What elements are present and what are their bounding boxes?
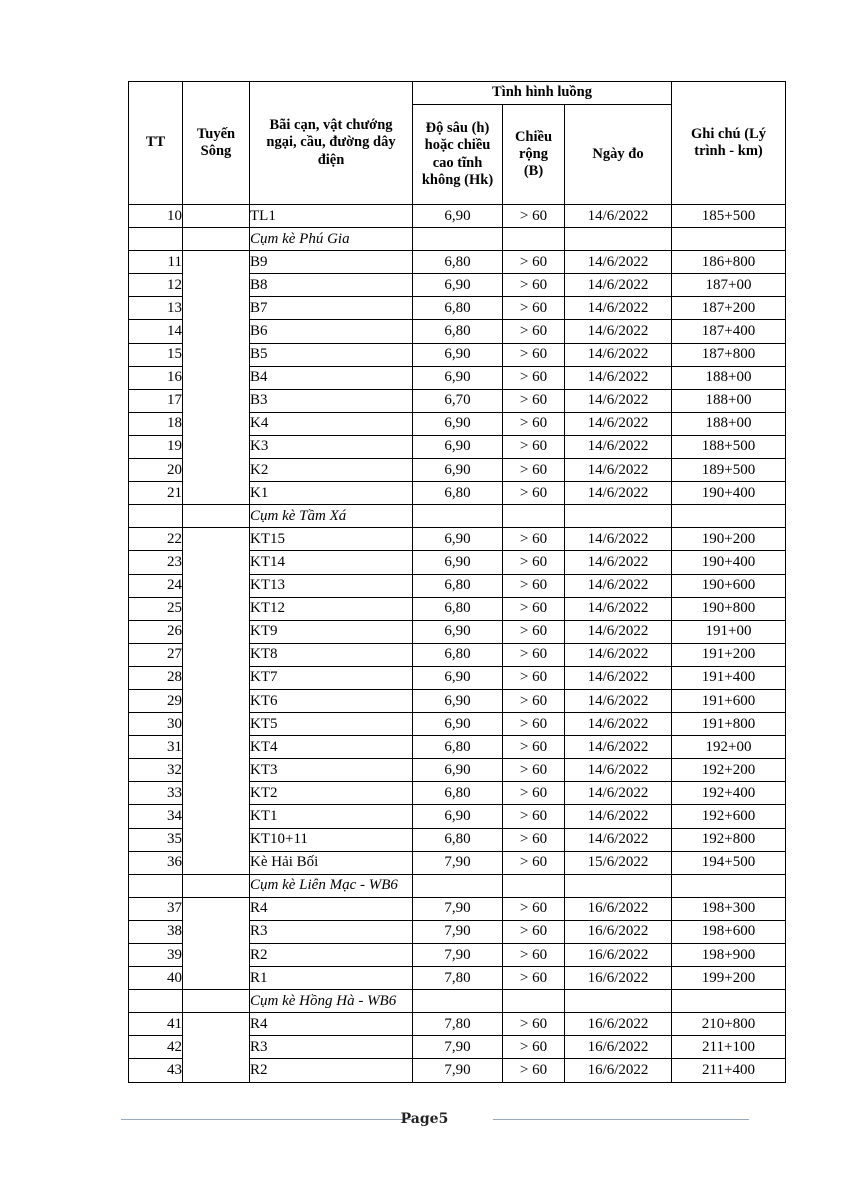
cell-bai-can: B7 xyxy=(250,297,413,320)
cell-ghi-chu: 198+900 xyxy=(672,944,786,967)
cell-tt: 38 xyxy=(129,920,183,943)
cell-ghi-chu: 189+500 xyxy=(672,459,786,482)
cell-chieu-rong: > 60 xyxy=(503,251,565,274)
cell-tt xyxy=(129,505,183,528)
cell-bai-can: KT12 xyxy=(250,597,413,620)
cell-ghi-chu: 192+800 xyxy=(672,828,786,851)
cell-ngay-do xyxy=(565,874,672,897)
cell-ngay-do: 14/6/2022 xyxy=(565,666,672,689)
cell-bai-can: B9 xyxy=(250,251,413,274)
cell-tuyen-song xyxy=(183,205,250,228)
cell-tuyen-song xyxy=(183,1013,250,1082)
cell-ghi-chu: 191+400 xyxy=(672,666,786,689)
cell-tuyen-song xyxy=(183,505,250,528)
cell-tuyen-song xyxy=(183,228,250,251)
cell-do-sau: 6,90 xyxy=(413,759,503,782)
cell-chieu-rong: > 60 xyxy=(503,597,565,620)
cell-bai-can: KT10+11 xyxy=(250,828,413,851)
cell-ngay-do: 14/6/2022 xyxy=(565,205,672,228)
cell-chieu-rong: > 60 xyxy=(503,920,565,943)
cell-chieu-rong: > 60 xyxy=(503,851,565,874)
table-row xyxy=(129,205,786,228)
cell-ghi-chu: 187+200 xyxy=(672,297,786,320)
cell-ngay-do: 14/6/2022 xyxy=(565,643,672,666)
cell-ghi-chu: 188+00 xyxy=(672,366,786,389)
cell-tt: 19 xyxy=(129,435,183,458)
cell-chieu-rong: > 60 xyxy=(503,1013,565,1036)
cell-tuyen-song xyxy=(183,528,250,874)
cell-chieu-rong: > 60 xyxy=(503,1059,565,1082)
cell-chieu-rong: > 60 xyxy=(503,666,565,689)
cell-ghi-chu: 191+00 xyxy=(672,620,786,643)
channel-status-table xyxy=(128,81,786,1083)
cell-ghi-chu: 188+00 xyxy=(672,412,786,435)
cell-do-sau xyxy=(413,228,503,251)
cell-bai-can: TL1 xyxy=(250,205,413,228)
cell-ngay-do xyxy=(565,990,672,1013)
cell-chieu-rong: > 60 xyxy=(503,574,565,597)
cell-bai-can: R4 xyxy=(250,1013,413,1036)
cell-bai-can: B6 xyxy=(250,320,413,343)
cell-tt: 24 xyxy=(129,574,183,597)
cell-do-sau: 6,90 xyxy=(413,805,503,828)
cell-ngay-do: 16/6/2022 xyxy=(565,920,672,943)
cell-ngay-do: 14/6/2022 xyxy=(565,574,672,597)
cell-tt: 29 xyxy=(129,689,183,712)
cell-ngay-do: 14/6/2022 xyxy=(565,435,672,458)
cell-tuyen-song xyxy=(183,874,250,897)
cell-do-sau: 6,80 xyxy=(413,736,503,759)
cell-do-sau: 6,90 xyxy=(413,528,503,551)
cell-ghi-chu: 192+400 xyxy=(672,782,786,805)
cell-do-sau: 7,90 xyxy=(413,851,503,874)
header-ngay-do: Ngày đo xyxy=(565,105,672,205)
cell-ngay-do xyxy=(565,228,672,251)
cell-tuyen-song xyxy=(183,897,250,989)
cell-ghi-chu: 210+800 xyxy=(672,1013,786,1036)
cell-tt: 39 xyxy=(129,944,183,967)
cell-ghi-chu: 187+00 xyxy=(672,274,786,297)
cell-bai-can: R2 xyxy=(250,944,413,967)
cell-ngay-do: 14/6/2022 xyxy=(565,320,672,343)
cell-ghi-chu: 188+00 xyxy=(672,389,786,412)
group-label: Cụm kè Hồng Hà - WB6 xyxy=(250,990,413,1013)
cell-ghi-chu xyxy=(672,228,786,251)
cell-chieu-rong: > 60 xyxy=(503,551,565,574)
cell-ngay-do: 14/6/2022 xyxy=(565,689,672,712)
cell-do-sau: 6,90 xyxy=(413,412,503,435)
cell-ghi-chu: 211+400 xyxy=(672,1059,786,1082)
cell-do-sau: 7,90 xyxy=(413,1059,503,1082)
cell-do-sau: 6,90 xyxy=(413,274,503,297)
group-row xyxy=(129,505,786,528)
cell-do-sau: 6,90 xyxy=(413,343,503,366)
group-label: Cụm kè Liên Mạc - WB6 xyxy=(250,874,413,897)
cell-do-sau xyxy=(413,874,503,897)
cell-ngay-do: 16/6/2022 xyxy=(565,897,672,920)
cell-bai-can: KT7 xyxy=(250,666,413,689)
cell-bai-can: K2 xyxy=(250,459,413,482)
cell-do-sau: 7,80 xyxy=(413,1013,503,1036)
cell-tt xyxy=(129,228,183,251)
cell-bai-can: B8 xyxy=(250,274,413,297)
cell-chieu-rong: > 60 xyxy=(503,528,565,551)
table-row xyxy=(129,1013,786,1036)
cell-do-sau: 7,90 xyxy=(413,1036,503,1059)
cell-ghi-chu: 211+100 xyxy=(672,1036,786,1059)
cell-do-sau: 6,80 xyxy=(413,297,503,320)
header-tuyen-song: Tuyến Sông xyxy=(183,82,250,205)
cell-do-sau: 6,80 xyxy=(413,828,503,851)
cell-bai-can: KT1 xyxy=(250,805,413,828)
header-do-sau: Độ sâu (h) hoặc chiều cao tĩnh không (Hk) xyxy=(413,105,503,205)
cell-bai-can: KT6 xyxy=(250,689,413,712)
cell-chieu-rong: > 60 xyxy=(503,297,565,320)
cell-chieu-rong xyxy=(503,505,565,528)
cell-ngay-do xyxy=(565,505,672,528)
cell-do-sau: 7,80 xyxy=(413,967,503,990)
cell-tt: 35 xyxy=(129,828,183,851)
cell-ngay-do: 14/6/2022 xyxy=(565,736,672,759)
cell-bai-can: R3 xyxy=(250,920,413,943)
cell-chieu-rong: > 60 xyxy=(503,897,565,920)
cell-do-sau xyxy=(413,505,503,528)
cell-ghi-chu xyxy=(672,874,786,897)
cell-chieu-rong: > 60 xyxy=(503,713,565,736)
cell-ngay-do: 14/6/2022 xyxy=(565,759,672,782)
cell-ngay-do: 14/6/2022 xyxy=(565,713,672,736)
cell-tuyen-song xyxy=(183,251,250,505)
cell-ghi-chu: 198+300 xyxy=(672,897,786,920)
cell-tt: 25 xyxy=(129,597,183,620)
cell-tt: 20 xyxy=(129,459,183,482)
cell-do-sau: 6,80 xyxy=(413,574,503,597)
cell-ghi-chu: 190+400 xyxy=(672,482,786,505)
cell-tt: 33 xyxy=(129,782,183,805)
cell-chieu-rong: > 60 xyxy=(503,343,565,366)
cell-tt: 11 xyxy=(129,251,183,274)
header-bai-can: Bãi cạn, vật chướng ngại, cầu, đường dây điện xyxy=(250,82,413,205)
cell-chieu-rong: > 60 xyxy=(503,944,565,967)
cell-bai-can: K4 xyxy=(250,412,413,435)
cell-ghi-chu: 191+200 xyxy=(672,643,786,666)
cell-bai-can: R4 xyxy=(250,897,413,920)
cell-tt: 41 xyxy=(129,1013,183,1036)
cell-ngay-do: 14/6/2022 xyxy=(565,620,672,643)
cell-chieu-rong: > 60 xyxy=(503,482,565,505)
cell-ghi-chu: 190+800 xyxy=(672,597,786,620)
cell-do-sau: 7,90 xyxy=(413,944,503,967)
cell-ghi-chu: 199+200 xyxy=(672,967,786,990)
cell-chieu-rong: > 60 xyxy=(503,412,565,435)
cell-do-sau: 6,90 xyxy=(413,205,503,228)
cell-ghi-chu: 187+800 xyxy=(672,343,786,366)
table-row xyxy=(129,897,786,920)
cell-tt: 43 xyxy=(129,1059,183,1082)
cell-tt: 37 xyxy=(129,897,183,920)
cell-ngay-do: 14/6/2022 xyxy=(565,274,672,297)
cell-tt: 12 xyxy=(129,274,183,297)
cell-tt: 28 xyxy=(129,666,183,689)
cell-do-sau: 7,90 xyxy=(413,920,503,943)
cell-bai-can: B5 xyxy=(250,343,413,366)
cell-chieu-rong: > 60 xyxy=(503,643,565,666)
cell-ghi-chu: 192+200 xyxy=(672,759,786,782)
cell-bai-can: KT2 xyxy=(250,782,413,805)
cell-chieu-rong: > 60 xyxy=(503,1036,565,1059)
cell-bai-can: R1 xyxy=(250,967,413,990)
table-body xyxy=(129,205,786,1083)
cell-do-sau xyxy=(413,990,503,1013)
cell-do-sau: 6,90 xyxy=(413,459,503,482)
table-row xyxy=(129,528,786,551)
cell-chieu-rong: > 60 xyxy=(503,274,565,297)
cell-do-sau: 6,80 xyxy=(413,251,503,274)
cell-do-sau: 7,90 xyxy=(413,897,503,920)
cell-do-sau: 6,90 xyxy=(413,366,503,389)
cell-ngay-do: 14/6/2022 xyxy=(565,828,672,851)
cell-ngay-do: 14/6/2022 xyxy=(565,251,672,274)
cell-ghi-chu: 198+600 xyxy=(672,920,786,943)
cell-bai-can: KT8 xyxy=(250,643,413,666)
cell-bai-can: KT15 xyxy=(250,528,413,551)
cell-do-sau: 6,90 xyxy=(413,689,503,712)
cell-tt: 42 xyxy=(129,1036,183,1059)
cell-ngay-do: 15/6/2022 xyxy=(565,851,672,874)
cell-tt: 22 xyxy=(129,528,183,551)
cell-ghi-chu: 190+400 xyxy=(672,551,786,574)
header-ghi-chu: Ghi chú (Lý trình - km) xyxy=(672,82,786,205)
cell-do-sau: 6,90 xyxy=(413,713,503,736)
page-number: Page5 xyxy=(400,1111,449,1127)
cell-tt xyxy=(129,874,183,897)
cell-ghi-chu: 186+800 xyxy=(672,251,786,274)
cell-do-sau: 6,80 xyxy=(413,320,503,343)
cell-tt: 17 xyxy=(129,389,183,412)
cell-ghi-chu: 188+500 xyxy=(672,435,786,458)
cell-ngay-do: 14/6/2022 xyxy=(565,366,672,389)
cell-tt: 10 xyxy=(129,205,183,228)
cell-bai-can: KT4 xyxy=(250,736,413,759)
cell-tt: 16 xyxy=(129,366,183,389)
cell-ngay-do: 14/6/2022 xyxy=(565,782,672,805)
cell-tt: 30 xyxy=(129,713,183,736)
cell-tt: 26 xyxy=(129,620,183,643)
cell-bai-can: KT5 xyxy=(250,713,413,736)
cell-do-sau: 6,70 xyxy=(413,389,503,412)
cell-chieu-rong: > 60 xyxy=(503,689,565,712)
cell-chieu-rong: > 60 xyxy=(503,620,565,643)
cell-ghi-chu: 191+600 xyxy=(672,689,786,712)
cell-ngay-do: 16/6/2022 xyxy=(565,1013,672,1036)
cell-chieu-rong: > 60 xyxy=(503,736,565,759)
cell-tt: 27 xyxy=(129,643,183,666)
cell-tt: 32 xyxy=(129,759,183,782)
cell-chieu-rong: > 60 xyxy=(503,828,565,851)
cell-bai-can: Kè Hải Bối xyxy=(250,851,413,874)
cell-chieu-rong: > 60 xyxy=(503,366,565,389)
group-label: Cụm kè Tầm Xá xyxy=(250,505,413,528)
cell-ngay-do: 14/6/2022 xyxy=(565,597,672,620)
cell-ngay-do: 16/6/2022 xyxy=(565,967,672,990)
cell-tt: 40 xyxy=(129,967,183,990)
cell-chieu-rong: > 60 xyxy=(503,435,565,458)
cell-ghi-chu: 187+400 xyxy=(672,320,786,343)
cell-ghi-chu xyxy=(672,505,786,528)
cell-chieu-rong: > 60 xyxy=(503,320,565,343)
cell-ghi-chu: 192+600 xyxy=(672,805,786,828)
cell-bai-can: K1 xyxy=(250,482,413,505)
group-row xyxy=(129,874,786,897)
header-tt: TT xyxy=(129,82,183,205)
cell-do-sau: 6,80 xyxy=(413,482,503,505)
cell-chieu-rong: > 60 xyxy=(503,205,565,228)
group-row xyxy=(129,990,786,1013)
cell-ngay-do: 14/6/2022 xyxy=(565,805,672,828)
cell-ngay-do: 16/6/2022 xyxy=(565,1036,672,1059)
cell-do-sau: 6,90 xyxy=(413,551,503,574)
cell-chieu-rong: > 60 xyxy=(503,389,565,412)
cell-chieu-rong: > 60 xyxy=(503,967,565,990)
cell-tt: 23 xyxy=(129,551,183,574)
cell-ghi-chu xyxy=(672,990,786,1013)
cell-bai-can: KT13 xyxy=(250,574,413,597)
cell-tuyen-song xyxy=(183,990,250,1013)
cell-ngay-do: 16/6/2022 xyxy=(565,944,672,967)
cell-ngay-do: 14/6/2022 xyxy=(565,389,672,412)
cell-do-sau: 6,90 xyxy=(413,620,503,643)
cell-ghi-chu: 192+00 xyxy=(672,736,786,759)
cell-bai-can: K3 xyxy=(250,435,413,458)
cell-chieu-rong xyxy=(503,228,565,251)
cell-chieu-rong: > 60 xyxy=(503,805,565,828)
cell-chieu-rong: > 60 xyxy=(503,782,565,805)
cell-bai-can: B3 xyxy=(250,389,413,412)
cell-tt: 34 xyxy=(129,805,183,828)
header-chieu-rong: Chiều rộng (B) xyxy=(503,105,565,205)
cell-ghi-chu: 190+600 xyxy=(672,574,786,597)
cell-ghi-chu: 191+800 xyxy=(672,713,786,736)
cell-ngay-do: 14/6/2022 xyxy=(565,412,672,435)
cell-tt xyxy=(129,990,183,1013)
cell-tt: 18 xyxy=(129,412,183,435)
cell-tt: 14 xyxy=(129,320,183,343)
cell-tt: 13 xyxy=(129,297,183,320)
cell-tt: 21 xyxy=(129,482,183,505)
cell-bai-can: R3 xyxy=(250,1036,413,1059)
cell-do-sau: 6,80 xyxy=(413,782,503,805)
cell-ngay-do: 14/6/2022 xyxy=(565,297,672,320)
cell-bai-can: KT14 xyxy=(250,551,413,574)
cell-bai-can: B4 xyxy=(250,366,413,389)
cell-do-sau: 6,90 xyxy=(413,435,503,458)
cell-ngay-do: 14/6/2022 xyxy=(565,343,672,366)
cell-chieu-rong xyxy=(503,990,565,1013)
group-row xyxy=(129,228,786,251)
cell-tt: 15 xyxy=(129,343,183,366)
cell-do-sau: 6,80 xyxy=(413,643,503,666)
cell-chieu-rong: > 60 xyxy=(503,759,565,782)
group-label: Cụm kè Phú Gia xyxy=(250,228,413,251)
cell-ngay-do: 14/6/2022 xyxy=(565,551,672,574)
cell-bai-can: KT9 xyxy=(250,620,413,643)
cell-bai-can: KT3 xyxy=(250,759,413,782)
cell-tt: 36 xyxy=(129,851,183,874)
cell-ghi-chu: 194+500 xyxy=(672,851,786,874)
table-row xyxy=(129,251,786,274)
cell-ghi-chu: 190+200 xyxy=(672,528,786,551)
cell-bai-can: R2 xyxy=(250,1059,413,1082)
cell-ngay-do: 14/6/2022 xyxy=(565,528,672,551)
cell-ngay-do: 14/6/2022 xyxy=(565,459,672,482)
cell-tt: 31 xyxy=(129,736,183,759)
cell-chieu-rong xyxy=(503,874,565,897)
header-tinh-hinh-luong: Tình hình luồng xyxy=(413,82,672,105)
cell-ngay-do: 16/6/2022 xyxy=(565,1059,672,1082)
cell-do-sau: 6,80 xyxy=(413,597,503,620)
cell-chieu-rong: > 60 xyxy=(503,459,565,482)
cell-do-sau: 6,90 xyxy=(413,666,503,689)
cell-ngay-do: 14/6/2022 xyxy=(565,482,672,505)
cell-ghi-chu: 185+500 xyxy=(672,205,786,228)
